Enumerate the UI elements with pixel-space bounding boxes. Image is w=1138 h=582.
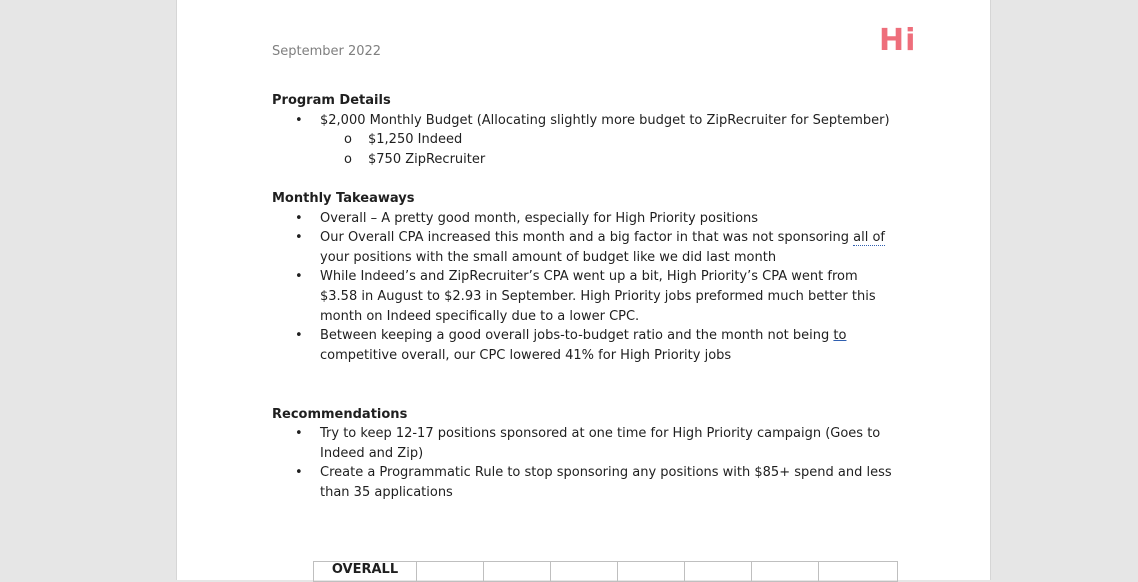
sub-bullet-icon: o xyxy=(344,132,352,148)
monthly-takeaways-heading: Monthly Takeaways xyxy=(272,190,415,206)
bullet-icon: • xyxy=(295,269,303,285)
grammar-flag[interactable]: all of xyxy=(853,230,885,246)
recommendations-heading: Recommendations xyxy=(272,406,408,422)
document-body xyxy=(272,91,892,502)
takeaway-bullet xyxy=(272,228,892,267)
recommendation-text: Try to keep 12-17 positions sponsored at one time for High Priority campaign (Goes to Indeed and Zip) xyxy=(320,426,881,461)
table-header-cell[interactable] xyxy=(685,562,752,582)
program-sub-item xyxy=(272,150,892,170)
bullet-icon: • xyxy=(295,210,303,226)
table-header-cell[interactable] xyxy=(417,562,484,582)
table-header-cell[interactable] xyxy=(484,562,551,582)
takeaway-text: While Indeed’s and ZipRecruiter’s CPA went up a bit, High Priority’s CPA went from $3.58 in August to $2.93 in September. High Priority jobs preformed much better this month on Indeed specifically due to a lower CPC. xyxy=(320,269,876,324)
program-bullet-text: $2,000 Monthly Budget (Allocating slightly more budget to ZipRecruiter for September) xyxy=(320,112,890,128)
program-details-heading: Program Details xyxy=(272,93,391,108)
bullet-icon: • xyxy=(295,426,303,442)
table-header-cell[interactable] xyxy=(618,562,685,582)
table-header-row xyxy=(314,562,898,582)
takeaway-text: Between keeping a good overall jobs-to-budget ratio and the month not being xyxy=(320,328,834,344)
takeaway-text: Overall – A pretty good month, especially for High Priority positions xyxy=(320,210,759,226)
recommendation-bullet xyxy=(272,463,892,502)
sub-bullet-icon: o xyxy=(344,151,352,167)
grammar-flag[interactable]: to xyxy=(833,328,847,344)
document-page xyxy=(176,0,991,580)
program-sub-item xyxy=(272,130,892,150)
program-sub-text: $1,250 Indeed xyxy=(368,132,463,148)
takeaway-text: competitive overall, our CPC lowered 41% for High Priority jobs xyxy=(320,347,732,363)
bullet-icon: • xyxy=(295,112,303,128)
document-date: September 2022 xyxy=(272,44,382,59)
bullet-icon: • xyxy=(295,328,303,344)
table-header-cell[interactable] xyxy=(752,562,819,582)
overall-table xyxy=(313,561,898,582)
takeaway-bullet xyxy=(272,267,892,326)
program-sub-text: $750 ZipRecruiter xyxy=(368,151,486,167)
bullet-icon: • xyxy=(295,465,303,481)
company-logo: Hi xyxy=(879,23,917,58)
table-header-cell[interactable] xyxy=(819,562,898,582)
takeaway-text: your positions with the small amount of budget like we did last month xyxy=(320,249,777,265)
takeaway-text: Our Overall CPA increased this month and a big factor in that was not sponsoring xyxy=(320,230,854,246)
program-bullet xyxy=(272,111,892,131)
table-header-cell[interactable]: OVERALL xyxy=(314,562,417,582)
takeaway-bullet xyxy=(272,209,892,229)
table-header-cell[interactable] xyxy=(551,562,618,582)
recommendation-bullet xyxy=(272,424,892,463)
recommendation-text: Create a Programmatic Rule to stop sponsoring any positions with $85+ spend and less than 35 applications xyxy=(320,465,892,500)
takeaway-bullet xyxy=(272,326,892,365)
bullet-icon: • xyxy=(295,230,303,246)
